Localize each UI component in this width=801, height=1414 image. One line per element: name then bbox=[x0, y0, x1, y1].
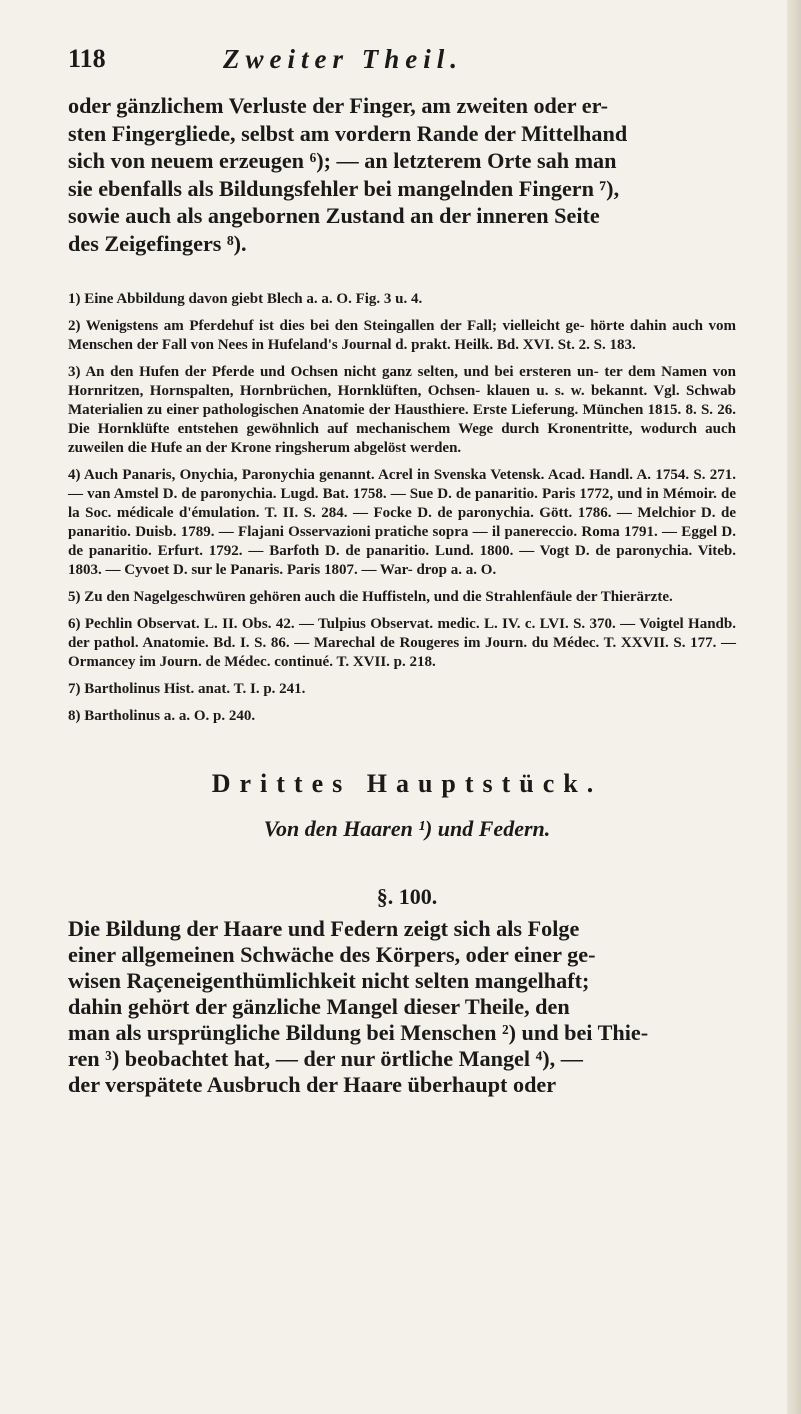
footnote: 1) Eine Abbildung davon giebt Blech a. a. O. Fig. 3 u. 4. bbox=[68, 291, 423, 307]
text-line: sich von neuem erzeugen ⁶); — an letzterem Orte sah man bbox=[68, 148, 617, 174]
main-text-block bbox=[68, 92, 736, 258]
footnote: 6) Pechlin Observat. L. II. Obs. 42. — Tulpius Observat. medic. L. IV. c. LVI. S. 370. — Voigtel Handb. der pathol. Anatomie. Bd. I. S. 86. — Marechal de Rougeres im Journ. du Médec. T. XXVII. S. 177. — Ormancey im Journ. de Médec. continué. T. XVII. p. 218. bbox=[68, 616, 736, 670]
section-title: Drittes Hauptstück. bbox=[211, 769, 603, 798]
section-subtitle: Von den Haaren ¹) und Federn. bbox=[263, 816, 551, 841]
footnote: 3) An den Hufen der Pferde und Ochsen nicht ganz selten, und bei ersteren un- ter dem Namen von Hornritzen, Hornspalten, Hornbrüchen, Hornklüften, Ochsen- klauen u. s. w. bekannt. Vgl. Schwab Materialien zu einer pathologischen Anatomie der Hausthiere. Erste Lieferung. München 1815. 8. S. 26. Die Hornklüfte entstehen gewöhnlich auf mechanischem Wege durch Kronentritte, wodurch auch zuweilen die Hufe an der Krone ringsherum abgelöst werden. bbox=[68, 364, 736, 456]
footnotes bbox=[68, 290, 736, 734]
footnote: 4) Auch Panaris, Onychia, Paronychia genannt. Acrel in Svenska Vetensk. Acad. Handl. A. 1754. S. 271. — van Amstel D. de paronychia. Lugd. Bat. 1758. — Sue D. de panaritio. Paris 1772, und in Mémoir. de la Soc. médicale d'émulation. T. II. S. 284. — Focke D. de paronychia. Gött. 1786. — Melchior D. de panaritio. Duisb. 1789. — Flajani Osservazioni pratiche sopra — il panereccio. Roma 1791. — Eggel D. de panaritio. Erfurt. 1792. — Barfoth D. de panaritio. Lund. 1800. — Vogt D. de paronychia. Viteb. 1803. — Cyvoet D. sur le Panaris. Paris 1807. — War- drop a. a. O. bbox=[68, 467, 736, 578]
text-line: der verspätete Ausbruch der Haare überhaupt oder bbox=[68, 1072, 557, 1097]
text-line: sie ebenfalls als Bildungsfehler bei mangelnden Fingern ⁷), bbox=[68, 175, 620, 201]
paragraph-number: §. 100. bbox=[376, 884, 438, 909]
page-edge-shadow bbox=[787, 0, 801, 1414]
body-text-block bbox=[68, 916, 736, 1098]
footnote: 8) Bartholinus a. a. O. p. 240. bbox=[68, 708, 256, 724]
text-line: ren ³) beobachtet hat, — der nur örtliche Mangel ⁴), — bbox=[68, 1046, 583, 1071]
text-line: einer allgemeinen Schwäche des Körpers, oder einer ge- bbox=[68, 942, 596, 967]
text-line: sten Fingergliede, selbst am vordern Rande der Mittelhand bbox=[68, 120, 628, 146]
running-head: Zweiter Theil. bbox=[223, 44, 463, 74]
text-line: man als ursprüngliche Bildung bei Menschen ²) und bei Thie- bbox=[68, 1020, 649, 1045]
text-line: Die Bildung der Haare und Federn zeigt sich als Folge bbox=[68, 916, 580, 941]
text-line: wisen Raçeneigenthümlichkeit nicht selten mangelhaft; bbox=[68, 968, 590, 993]
text-line: des Zeigefingers ⁸). bbox=[68, 230, 247, 256]
text-line: dahin gehört der gänzliche Mangel dieser Theile, den bbox=[68, 994, 570, 1019]
text-line: sowie auch als angebornen Zustand an der inneren Seite bbox=[68, 203, 600, 229]
footnote: 7) Bartholinus Hist. anat. T. I. p. 241. bbox=[68, 681, 306, 697]
footnote: 5) Zu den Nagelgeschwüren gehören auch die Huffisteln, und die Strahlenfäule der Thierärzte. bbox=[68, 589, 673, 605]
text-line: oder gänzlichem Verluste der Finger, am zweiten oder er- bbox=[68, 93, 608, 118]
page-header bbox=[68, 44, 746, 80]
page-number: 118 bbox=[68, 44, 106, 73]
footnote: 2) Wenigstens am Pferdehuf ist dies bei den Steingallen der Fall; vielleicht ge- hörte dahin auch vom Menschen der Fall von Nees in Hufeland's Journal d. prakt. Heilk. Bd. XVI. St. 2. S. 183. bbox=[68, 318, 736, 353]
